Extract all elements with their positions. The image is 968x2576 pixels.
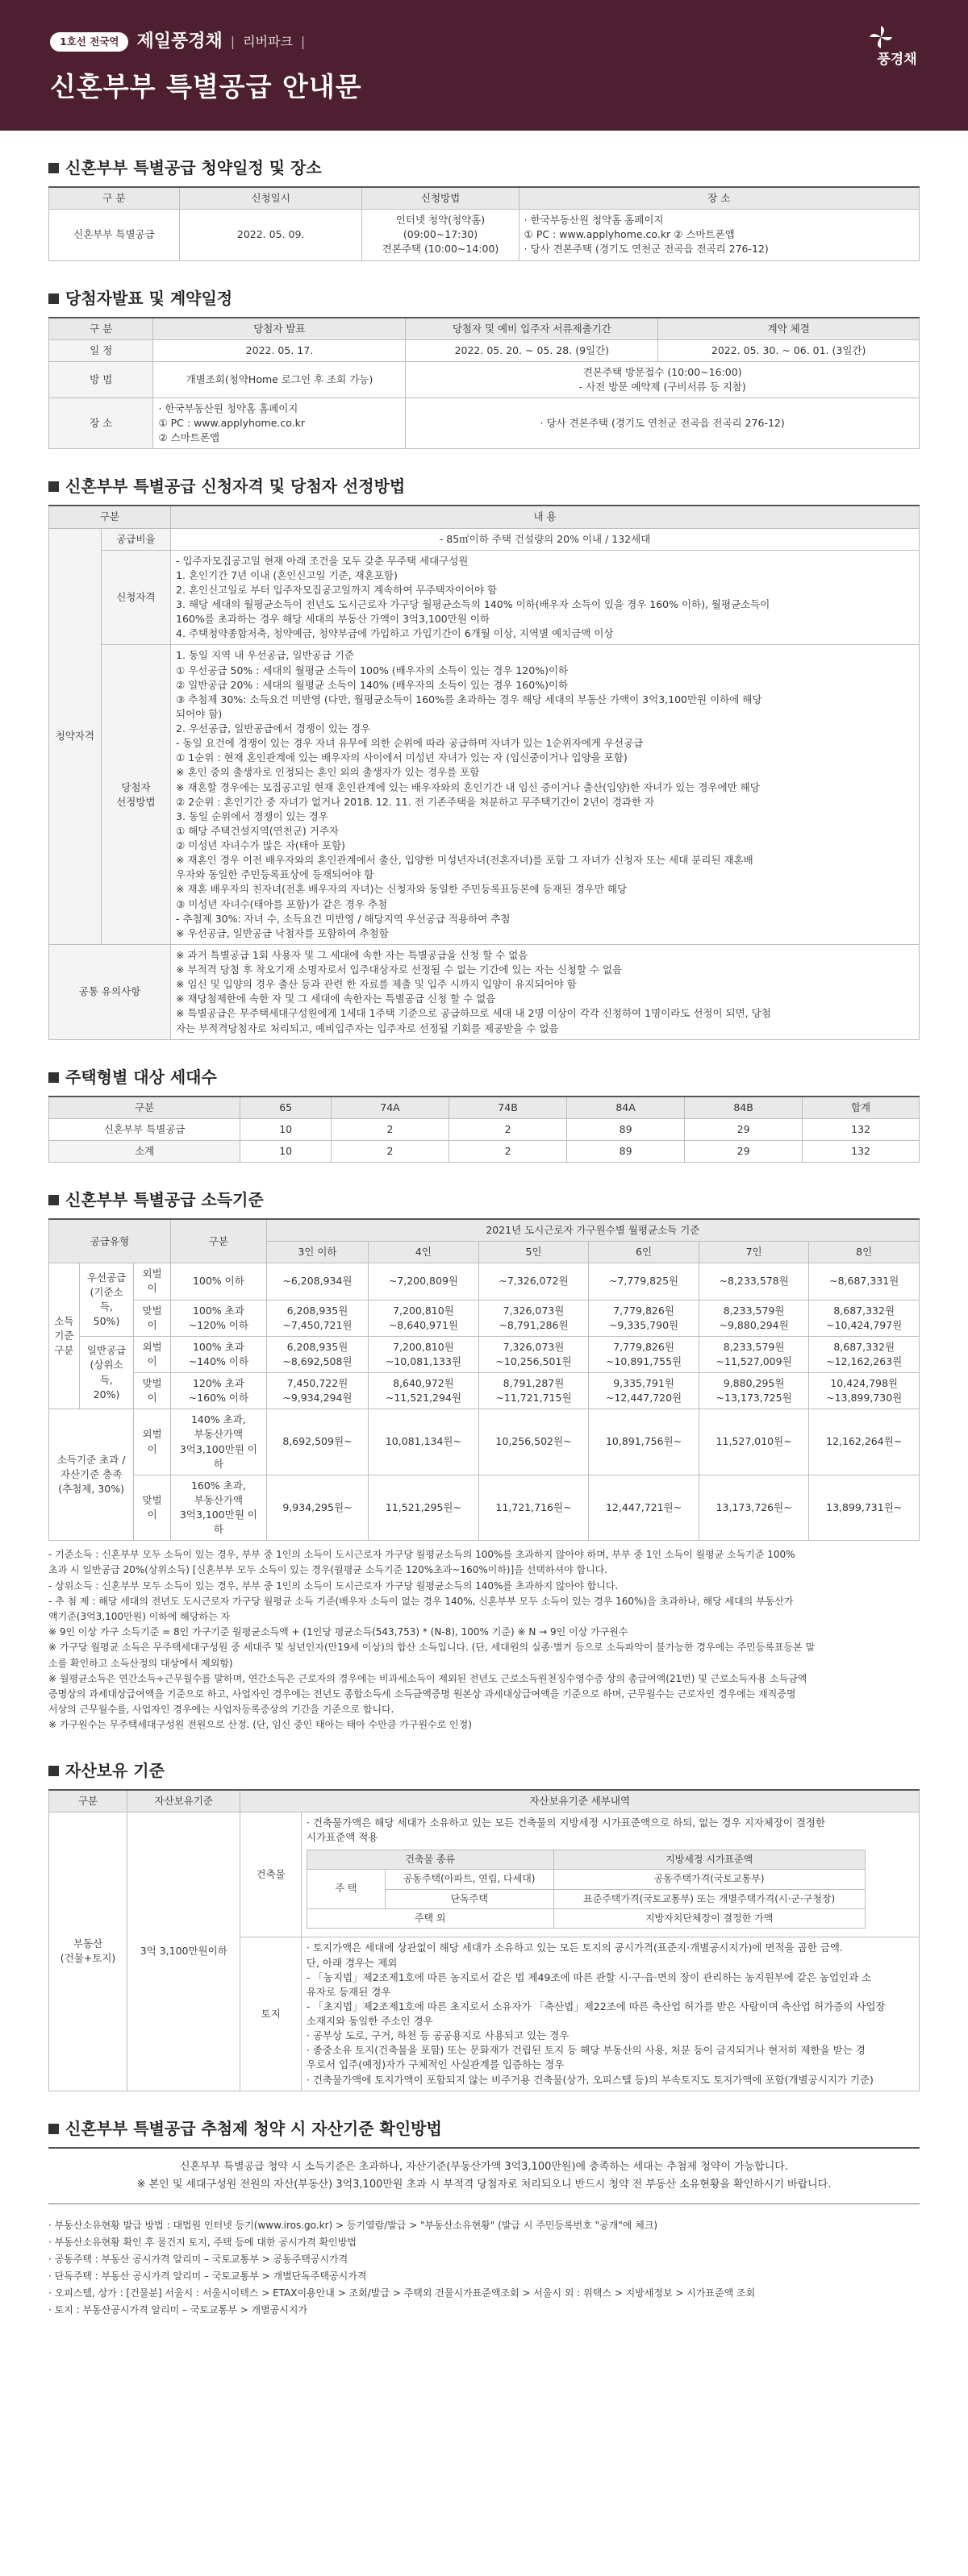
square-bullet-icon xyxy=(48,293,59,304)
col-header: 공급유형 xyxy=(49,1219,171,1263)
row-label: 토지 xyxy=(240,1937,302,2091)
col-header: 자산보유기준 세부내역 xyxy=(240,1790,920,1812)
row-label: 신청자격 xyxy=(101,550,170,645)
cell: 신혼부부 특별공급 xyxy=(49,1118,240,1140)
note-line: ※ 월평균소득은 연간소득÷근무월수를 말하며, 연간소득은 근로자의 경우에는 비과세소득이 제외된 전년도 근로소득원천징수영수증 상의 총급여액(21번) 및 근로소득자용 소득금액 xyxy=(48,1672,807,1684)
cell: ~7,200,809원 xyxy=(369,1263,479,1300)
asset-amount: 3억 3,100만원이하 xyxy=(127,1812,240,2091)
contract-table xyxy=(48,317,920,450)
square-bullet-icon xyxy=(48,1072,59,1083)
asset-check-guide xyxy=(48,2217,920,2319)
cell: 주택 외 xyxy=(307,1909,553,1929)
section-income xyxy=(48,1188,920,1733)
cell: 2 xyxy=(332,1140,449,1162)
section-title xyxy=(48,2117,920,2141)
content xyxy=(0,156,968,2351)
cell: 8,233,579원 ~11,527,009원 xyxy=(699,1336,809,1372)
guide-line: · 부동산소유현황 발급 방법 : 대법원 인터넷 등기(www.iros.go.kr) > 등기열람/발급 > "부동산소유현황" (발급 시 주민등록번호 "공개"에 체크) xyxy=(48,2219,658,2231)
square-bullet-icon xyxy=(48,2124,59,2134)
table-row xyxy=(49,1300,920,1336)
cell: ~7,326,072원 xyxy=(478,1263,589,1300)
cell: ~7,779,825원 xyxy=(589,1263,699,1300)
row-label: 방 법 xyxy=(49,361,153,397)
col-header: 2021년 도시근로자 가구원수별 월평균소득 기준 xyxy=(266,1219,919,1242)
note-line: ※ 9인 이상 가구 소득기준 = 8인 가구기준 월평균소득액 + (1인당 평균소득(543,753) * (N-8), 100% 기준) ※ N → 9인 이상 가구원수 xyxy=(48,1626,628,1638)
row-label: 주 택 xyxy=(307,1870,385,1909)
square-bullet-icon xyxy=(48,1195,59,1205)
col-header: 구분 xyxy=(49,1790,127,1812)
cell: 89 xyxy=(567,1140,685,1162)
apply-place: · 한국부동산원 청약홈 홈페이지 ① PC : www.applyhome.co.kr ② 스마트폰앱 · 당사 견본주택 (경기도 연천군 전곡읍 전곡리 276-12) xyxy=(519,210,919,260)
cell: 160% 초과, 부동산가액 3억3,100만원 이하 xyxy=(171,1475,267,1541)
cell: 2 xyxy=(332,1118,449,1140)
section-title-text: 자산보유 기준 xyxy=(65,1760,165,1780)
cell: 8,791,287원 ~11,721,715원 xyxy=(478,1373,589,1409)
cell: 100% 이하 xyxy=(171,1263,267,1300)
row-label: 일 정 xyxy=(49,339,153,361)
note-line: 소를 확인하고 소득산정의 대상에서 제외함) xyxy=(48,1657,233,1669)
note-line: ※ 가구당 월평균 소득은 무주택세대구성원 중 세대주 및 성년인자(만19세 이상)의 합산 소득입니다. (단, 세대원의 실종·별거 등으로 소득파악이 불가능한 경우에는 주민등록표등본 말 xyxy=(48,1642,816,1654)
cell: 89 xyxy=(567,1118,685,1140)
cell: ~8,687,331원 xyxy=(809,1263,920,1300)
cell: 8,687,332원 ~10,424,797원 xyxy=(809,1300,920,1336)
note-line: ※ 가구원수는 무주택세대구성원 전원으로 산정. (단, 임신 중인 태아는 태아 수만큼 가구원수로 인정) xyxy=(48,1719,472,1731)
cell: 소계 xyxy=(49,1140,240,1162)
guide-line: · 오피스텔, 상가 : [건물분] 서울시 : 서울시이텍스 > ETAX이용안내 > 조회/발급 > 주택외 건물시가표준액조회 > 서울시 외 : 위택스 > 지방세정보 > 시가표준액 조회 xyxy=(48,2287,756,2299)
col-header: 5인 xyxy=(478,1242,589,1263)
col-header: 84B xyxy=(685,1097,803,1119)
cell: 공동주택(아파트, 연립, 다세대) xyxy=(385,1870,553,1889)
row-label: 외벌이 xyxy=(134,1409,171,1475)
table-row xyxy=(49,1475,920,1541)
header-separator: | xyxy=(300,34,306,50)
building-detail xyxy=(301,1812,919,1937)
cell: 11,521,295원~ xyxy=(369,1475,479,1541)
col-header: 74B xyxy=(449,1097,567,1119)
cell: 공동주택가격(국토교통부) xyxy=(553,1870,865,1889)
col-header: 당첨자 발표 xyxy=(153,318,406,340)
table-row xyxy=(49,1263,920,1300)
section-title xyxy=(48,475,920,498)
cell: 7,450,722원 ~9,934,294원 xyxy=(266,1373,368,1409)
col-header: 구분 xyxy=(49,506,171,528)
table-row xyxy=(49,1336,920,1372)
brand-logo xyxy=(865,24,929,70)
note-line: - 상위소득 : 신혼부부 모두 소득이 있는 경우, 부부 중 1인의 소득이 도시근로자 가구당 월평균소득의 140%를 초과하지 않아야 합니다. xyxy=(48,1579,619,1592)
section-title-text: 신혼부부 특별공급 청약일정 및 장소 xyxy=(65,158,322,177)
square-bullet-icon xyxy=(48,1766,59,1776)
apply-date: 2022. 05. 09. xyxy=(179,210,362,260)
cell: 11,721,716원~ xyxy=(478,1475,589,1541)
note-line: - 기준소득 : 신혼부부 모두 소득이 있는 경우, 부부 중 1인의 소득이 도시근로자 가구당 월평균소득의 100%를 초과하지 않아야 하며, 부부 중 1인 소득이 월평균 소득기준 100% xyxy=(48,1549,795,1561)
col-header: 65 xyxy=(240,1097,332,1119)
cell: 140% 초과, 부동산가액 3억3,100만원 이하 xyxy=(171,1409,267,1475)
schedule-table xyxy=(48,186,920,261)
supply-ratio: - 85㎡이하 주택 건설량의 20% 이내 / 132세대 xyxy=(171,528,920,550)
cell: 8,687,332원 ~12,162,263원 xyxy=(809,1336,920,1372)
supply-type: 신혼부부 특별공급 xyxy=(49,210,180,260)
unit-count-table xyxy=(48,1096,920,1163)
cell: 10,081,134원~ xyxy=(369,1409,479,1475)
cell: 7,200,810원 ~10,081,133원 xyxy=(369,1336,479,1372)
square-bullet-icon xyxy=(48,481,59,492)
col-header: 건축물 종류 xyxy=(307,1850,553,1869)
section-title-text: 신혼부부 특별공급 신청자격 및 당첨자 선정방법 xyxy=(65,476,406,497)
row-label: 청약자격 xyxy=(49,528,102,944)
row-label: 공급비율 xyxy=(101,528,170,550)
cell: ~8,233,578원 xyxy=(699,1263,809,1300)
section-title xyxy=(48,1066,920,1089)
col-header: 계약 체결 xyxy=(658,318,920,340)
brand-name: 제일풍경채 xyxy=(136,31,223,52)
cell: 7,779,826원 ~10,891,755원 xyxy=(589,1336,699,1372)
cell: ~6,208,934원 xyxy=(266,1263,368,1300)
section-title xyxy=(48,1188,920,1212)
row-label: 건축물 xyxy=(240,1812,302,1937)
col-header: 4인 xyxy=(369,1242,479,1263)
note-line: 액기준(3억3,100만원) 이하에 해당하는 자 xyxy=(48,1611,231,1622)
income-notes xyxy=(48,1547,920,1733)
building-value-table xyxy=(307,1850,866,1929)
col-header: 8인 xyxy=(809,1242,920,1263)
table-row xyxy=(49,1409,920,1475)
cell: 6,208,935원 ~7,450,721원 xyxy=(266,1300,368,1336)
qualification-table xyxy=(48,505,920,1039)
col-header: 84A xyxy=(567,1097,685,1119)
land-text: · 토지가액은 세대에 상관없이 해당 세대가 소유하고 있는 모든 토지의 공시가격(표준지·개별공시지가)에 면적을 곱한 금액. 단, 아래 경우는 제외 - 「농지법」제2조제1호에 따른 농지로서 같은 법 제49조에 따른 관할 시·구·읍·면의 장이 관리하는 농지원부에 같은 농업인과 소 유자로 등재된 경우 - 「초지법」제2조제1호에 따른 초지로서 소유자가 「축산법」제22조에 따른 축산업 허가를 받은 사람이며 축산업 허가증의 사업장 소재지와 동일한 주소인 경우 · 공부상 도로, 구거, 하천 등 공공용지로 사용되고 있는 경우 · 종중소유 토지(건축물을 포함) 또는 문화재가 건립된 토지 등 해당 부동산의 사용, 처분 등이 금지되거나 현저히 제한을 받는 경 우로서 입주(예정)자가 구체적인 사실관계를 입증하는 경우 · 건축물가액에 토지가액이 포함되지 않는 비주거용 건축물(상가, 오피스텔 등)의 부속토지도 토지가액에 포함(개별공시지가 기준) xyxy=(301,1937,919,2091)
cell: 12,447,721원~ xyxy=(589,1475,699,1541)
col-header: 6인 xyxy=(589,1242,699,1263)
page-title: 신혼부부 특별공급 안내문 xyxy=(50,71,362,102)
row-label: 맞벌이 xyxy=(134,1475,171,1541)
announce-method: 개별조회(청약Home 로그인 후 조회 가능) xyxy=(153,361,406,397)
asset-check-box xyxy=(48,2147,920,2204)
cell: 9,880,295원 ~13,173,725원 xyxy=(699,1373,809,1409)
page-header xyxy=(0,0,968,131)
col-header: 신청일시 xyxy=(179,187,362,210)
header-top xyxy=(50,29,305,55)
section-title xyxy=(48,287,920,310)
cell: 7,326,073원 ~10,256,501원 xyxy=(478,1336,589,1372)
cell: 7,200,810원 ~8,640,971원 xyxy=(369,1300,479,1336)
col-header: 구분 xyxy=(49,1097,240,1119)
section-title-text: 신혼부부 특별공급 추첨제 청약 시 자산기준 확인방법 xyxy=(65,2118,442,2138)
row-label: 장 소 xyxy=(49,398,153,449)
cell: 132 xyxy=(803,1140,920,1162)
brand-sub: 리버파크 xyxy=(243,34,293,50)
cell: 100% 초과 ~140% 이하 xyxy=(171,1336,267,1372)
section-title-text: 신혼부부 특별공급 소득기준 xyxy=(65,1190,264,1209)
cell: 10 xyxy=(240,1118,332,1140)
cell: 2 xyxy=(449,1118,567,1140)
document-period: 2022. 05. 20. ~ 05. 28. (9일간) xyxy=(406,339,658,361)
section-schedule xyxy=(48,156,920,261)
document-method: 견본주택 방문접수 (10:00~16:00) - 사전 방문 예약제 (구비서류 등 지참) xyxy=(406,361,920,397)
section-title xyxy=(48,1759,920,1783)
section-contract xyxy=(48,287,920,450)
section-unit-count xyxy=(48,1066,920,1163)
cell: 8,233,579원 ~9,880,294원 xyxy=(699,1300,809,1336)
apply-method: 인터넷 청약(청약홈) (09:00~17:30) 견본주택 (10:00~14:00) xyxy=(362,210,519,260)
col-header: 당첨자 및 예비 입주자 서류제출기간 xyxy=(406,318,658,340)
row-label: 외벌이 xyxy=(134,1263,171,1300)
guide-line: · 공동주택 : 부동산 공시가격 알리미 – 국토교통부 > 공동주택공시가격 xyxy=(48,2253,348,2265)
col-header: 74A xyxy=(332,1097,449,1119)
table-row xyxy=(49,1373,920,1409)
note-line: - 추 첨 제 : 해당 세대의 전년도 도시근로자 가구당 월평균 소득 기준(배우자 소득이 없는 경우 140%, 신혼부부 모두 소득이 있는 경우 160%)을 초과하나, 해당 세대의 부동산가 xyxy=(48,1595,794,1607)
announce-date: 2022. 05. 17. xyxy=(153,339,406,361)
cell: 10,424,798원 ~13,899,730원 xyxy=(809,1373,920,1409)
row-label: 일반공급 (상위소득, 20%) xyxy=(79,1336,133,1409)
box-line: 신혼부부 특별공급 청약 시 소득기준은 초과하나, 자산기준(부동산가액 3억3,100만원)에 충족하는 세대는 추첨제 청약이 가능합니다. xyxy=(180,2160,788,2173)
row-label: 외벌이 xyxy=(134,1336,171,1372)
building-text: · 건축물가액은 해당 세대가 소유하고 있는 모든 건축물의 지방세정 시가표준액으로 하되, 없는 경우 지자체장이 결정한 시가표준액 적용 xyxy=(306,1816,826,1843)
row-label: 소득기준 초과 / 자산기준 충족 (추첨제, 30%) xyxy=(49,1409,134,1541)
contract-period: 2022. 05. 30. ~ 06. 01. (3일간) xyxy=(658,339,920,361)
announce-place: · 한국부동산원 청약홈 홈페이지 ① PC : www.applyhome.co.kr ② 스마트폰앱 xyxy=(153,398,406,449)
col-header: 내 용 xyxy=(171,506,920,528)
col-header: 합계 xyxy=(803,1097,920,1119)
cell: 12,162,264원~ xyxy=(809,1409,920,1475)
cell: 120% 초과 ~160% 이하 xyxy=(171,1373,267,1409)
section-title-text: 주택형별 대상 세대수 xyxy=(65,1067,217,1087)
row-label: 소득 기준 구분 xyxy=(49,1263,80,1409)
row-label: 당첨자 선정방법 xyxy=(101,645,170,945)
col-header: 장 소 xyxy=(519,187,919,210)
document-place: · 당사 견본주택 (경기도 연천군 전곡읍 전곡리 276-12) xyxy=(406,398,920,449)
cell: 100% 초과 ~120% 이하 xyxy=(171,1300,267,1336)
square-bullet-icon xyxy=(48,163,59,173)
cell: 29 xyxy=(685,1118,803,1140)
col-header: 7인 xyxy=(699,1242,809,1263)
cell: 10,256,502원~ xyxy=(478,1409,589,1475)
note-line: 증명상의 과세대상급여액을 기준으로 하고, 사업자인 경우에는 전년도 종합소득세 소득금액증명 원본상 과세대상급여액을 기준으로 하며, 근무월수는 근로자인 경우에는 재직증명 xyxy=(48,1688,796,1700)
cell: 지방자치단체장이 결정한 가액 xyxy=(553,1909,865,1929)
section-asset xyxy=(48,1759,920,2091)
cell: 단독주택 xyxy=(385,1889,553,1908)
cell: 7,326,073원 ~8,791,286원 xyxy=(478,1300,589,1336)
row-label: 맞벌이 xyxy=(134,1300,171,1336)
col-header: 구분 xyxy=(171,1219,267,1263)
cell: 11,527,010원~ xyxy=(699,1409,809,1475)
box-line: ※ 본인 및 세대구성원 전원의 자산(부동산) 3억3,100만원 초과 시 부적격 당첨자로 처리되오니 반드시 청약 전 부동산 소유현황을 확인하시기 바랍니다. xyxy=(136,2178,832,2191)
header-separator: | xyxy=(230,34,236,50)
section-asset-check xyxy=(48,2117,920,2319)
guide-line: · 토지 : 부동산공시가격 알리미 – 국토교통부 > 개별공시지가 xyxy=(48,2303,308,2316)
col-header: 구 분 xyxy=(49,318,153,340)
cell: 29 xyxy=(685,1140,803,1162)
row-label: 우선공급 (기준소득, 50%) xyxy=(79,1263,133,1337)
asset-table xyxy=(48,1789,920,2091)
col-header: 3인 이하 xyxy=(266,1242,368,1263)
col-header: 구 분 xyxy=(49,187,180,210)
cell: 2 xyxy=(449,1140,567,1162)
income-table xyxy=(48,1218,920,1541)
logo-text: 풍경채 xyxy=(877,52,917,68)
section-title-text: 당첨자발표 및 계약일정 xyxy=(65,288,233,308)
row-label: 맞벌이 xyxy=(134,1373,171,1409)
cell: 8,640,972원 ~11,521,294원 xyxy=(369,1373,479,1409)
guide-line: · 단독주택 : 부동산 공시가격 알리미 – 국토교통부 > 개별단독주택공시가격 xyxy=(48,2270,367,2282)
row-label: 부동산 (건물+토지) xyxy=(49,1812,127,2091)
cell: 표준주택가격(국토교통부) 또는 개별주택가격(시·군·구청장) xyxy=(553,1889,865,1908)
cell: 9,934,295원~ xyxy=(266,1475,368,1541)
cell: 6,208,935원 ~8,692,508원 xyxy=(266,1336,368,1372)
note-line: 서상의 근무월수를, 사업자인 경우에는 사업자등록증상의 기간을 기준으로 합니다. xyxy=(48,1704,394,1716)
cell: 8,692,509원~ xyxy=(266,1409,368,1475)
table-row xyxy=(49,1140,920,1162)
note-line: 초과 시 일반공급 20%(상위소득) [신혼부부 모두 소득이 있는 경우(월평균 소득기준 120%초과~160%이하)]을 선택하셔야 합니다. xyxy=(48,1564,608,1576)
location-badge: 1호선 전국역 xyxy=(50,32,128,52)
table-row xyxy=(49,1118,920,1140)
col-header: 자산보유기준 xyxy=(127,1790,240,1812)
cell: 9,335,791원 ~12,447,720원 xyxy=(589,1373,699,1409)
cell: 13,899,731원~ xyxy=(809,1475,920,1541)
qualification-text: - 입주자모집공고일 현재 아래 조건을 모두 갖춘 무주택 세대구성원 1. 혼인기간 7년 이내 (혼인신고일 기준, 재혼포함) 2. 혼인신고일로 부터 입주자모집공고일까지 계속하여 무주택자이어야 함 3. 해당 세대의 월평균소득이 전년도 도시근로자 가구당 월평균소득의 140% 이하(배우자 소득이 있을 경우 160% 이하), 월평균소득이 160%를 초과하는 경우 해당 세대의 부동산 가액이 3억3,100만원 이하 4. 주택청약종합저축, 청약예금, 청약부금에 가입하고 가입기간이 6개월 이상, 지역별 예치금액 이상 xyxy=(171,550,920,645)
cell: 13,173,726원~ xyxy=(699,1475,809,1541)
col-header: 신청방법 xyxy=(362,187,519,210)
cell: 7,779,826원 ~9,335,790원 xyxy=(589,1300,699,1336)
section-qualification xyxy=(48,475,920,1039)
common-notice-text: ※ 과거 특별공급 1회 사용자 및 그 세대에 속한 자는 특별공급을 신청 할 수 없음 ※ 부적격 당첨 후 착오기재 소명자로서 입주대상자로 선정될 수 없는 기간에 있는 자는 신청할 수 없음 ※ 임신 및 입양의 경우 출산 등과 관련 한 자료를 제출 및 입주 시까지 입양이 유지되어야 함 ※ 재당첨제한에 속한 자 및 그 세대에 속한자는 특별공급 신청 할 수 없음 ※ 특별공급은 무주택세대구성원에게 1세대 1주택 기준으로 공급하므로 세대 내 2명 이상이 각각 신청하여 1명이라도 선정이 되면, 당첨 자는 부적격당첨자로 처리되고, 예비입주자는 입주자로 선정될 기회를 제공받을 수 없음 xyxy=(171,944,920,1039)
cell: 132 xyxy=(803,1118,920,1140)
cell: 10,891,756원~ xyxy=(589,1409,699,1475)
guide-line: · 부동산소유현황 확인 후 물건지 토지, 주택 등에 대한 공시가격 확인방법 xyxy=(48,2236,357,2248)
section-title xyxy=(48,156,920,180)
row-label: 공통 유의사항 xyxy=(49,944,171,1039)
pinwheel-logo-icon xyxy=(865,24,897,50)
selection-text: 1. 동일 지역 내 우선공급, 일반공급 기준 ① 우선공급 50% : 세대의 월평균 소득이 100% (배우자의 소득이 있는 경우 120%)이하 ② 일반공급 20% : 세대의 월평균 소득이 140% (배우자의 소득이 있는 경우 160%)이하 ③ 추첨제 30%: 소득요건 미반영 (다만, 월평균소득이 160%를 초과하는 경우 해당 세대의 부동산 가액이 3억3,100만원 이하에 해당 되어야 함) 2. 우선공급, 일반공급에서 경쟁이 있는 경우 - 동일 요건에 경쟁이 있는 경우 자녀 유무에 의한 순위에 따라 공급하며 자녀가 있는 1순위자에게 우선공급 ① 1순위 : 현재 혼인관계에 있는 배우자의 사이에서 미성년 자녀가 있는 자 (임신중이거나 입양을 포함) ※ 혼인 중의 출생자로 인정되는 혼인 외의 출생자가 있는 경우를 포함 ※ 재혼할 경우에는 모집공고일 현재 혼인관계에 있는 배우자와의 혼인기간 내 임신 중이거나 출산(입양)한 자녀가 있는 경우에만 해당 ② 2순위 : 혼인기간 중 자녀가 없거나 2018. 12. 11. 전 기존주택을 처분하고 무주택기간이 2년이 경과한 자 3. 동일 순위에서 경쟁이 있는 경우 ① 해당 주택건설지역(연천군) 거주자 ② 미성년 자녀수가 많은 자(태아 포함) ※ 재혼인 경우 이전 배우자와의 혼인관계에서 출산, 입양한 미성년자녀(전혼자녀)를 포함 그 자녀가 신청자 또는 세대 분리된 재혼배 우자와 동일한 주민등록표상에 등재되어야 함 ※ 재혼 배우자의 친자녀(전혼 배우자의 자녀)는 신청자와 동일한 주민등록표등본에 등재된 경우만 해당 ③ 미성년 자녀수(태아를 포함)가 같은 경우 추첨 - 추첨제 30%: 자녀 수, 소득요건 미반영 / 해당지역 우선공급 적용하여 추첨 ※ 우선공급, 일반공급 낙첨자를 포함하여 추첨함 xyxy=(171,645,920,945)
col-header: 지방세정 시가표준액 xyxy=(553,1850,865,1869)
cell: 10 xyxy=(240,1140,332,1162)
